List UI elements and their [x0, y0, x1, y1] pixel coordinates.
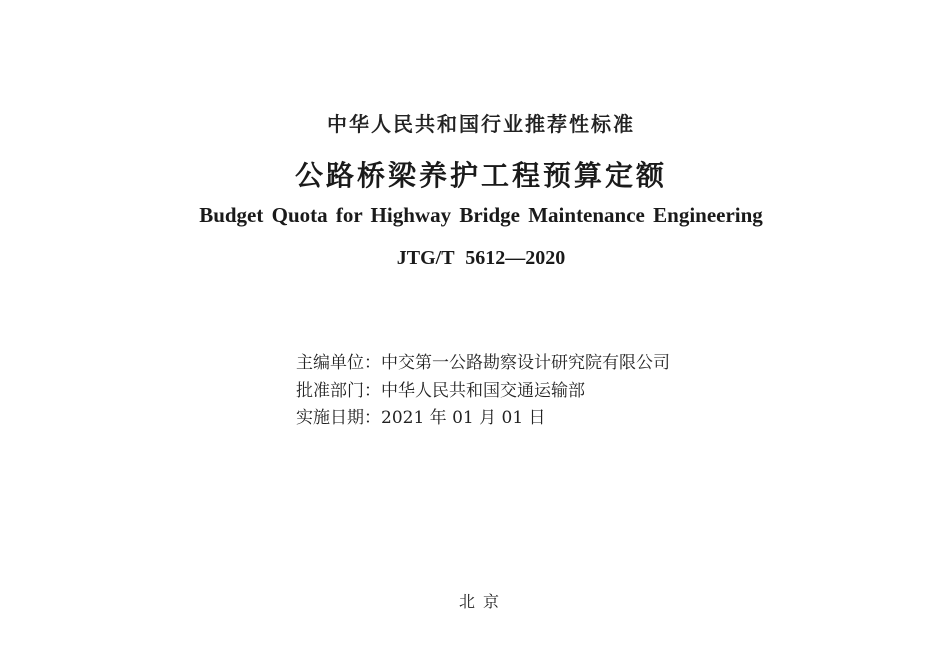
- standard-code: JTG/T 5612—2020: [396, 247, 566, 269]
- english-title: Budget Quota for Highway Bridge Maintenance Engineering: [199, 203, 763, 227]
- standard-series-heading: 中华人民共和国行业推荐性标准: [327, 112, 635, 136]
- effective-date: 实施日期：2021 年 01 月 01 日: [296, 408, 546, 428]
- approval-department: 批准部门：中华人民共和国交通运输部: [296, 380, 585, 401]
- publication-city: 北京: [458, 592, 507, 611]
- publication-info: [296, 350, 670, 433]
- editor-unit: 主编单位：中交第一公路勘察设计研究院有限公司: [296, 353, 670, 373]
- chinese-title: 公路桥梁养护工程预算定额: [294, 159, 667, 192]
